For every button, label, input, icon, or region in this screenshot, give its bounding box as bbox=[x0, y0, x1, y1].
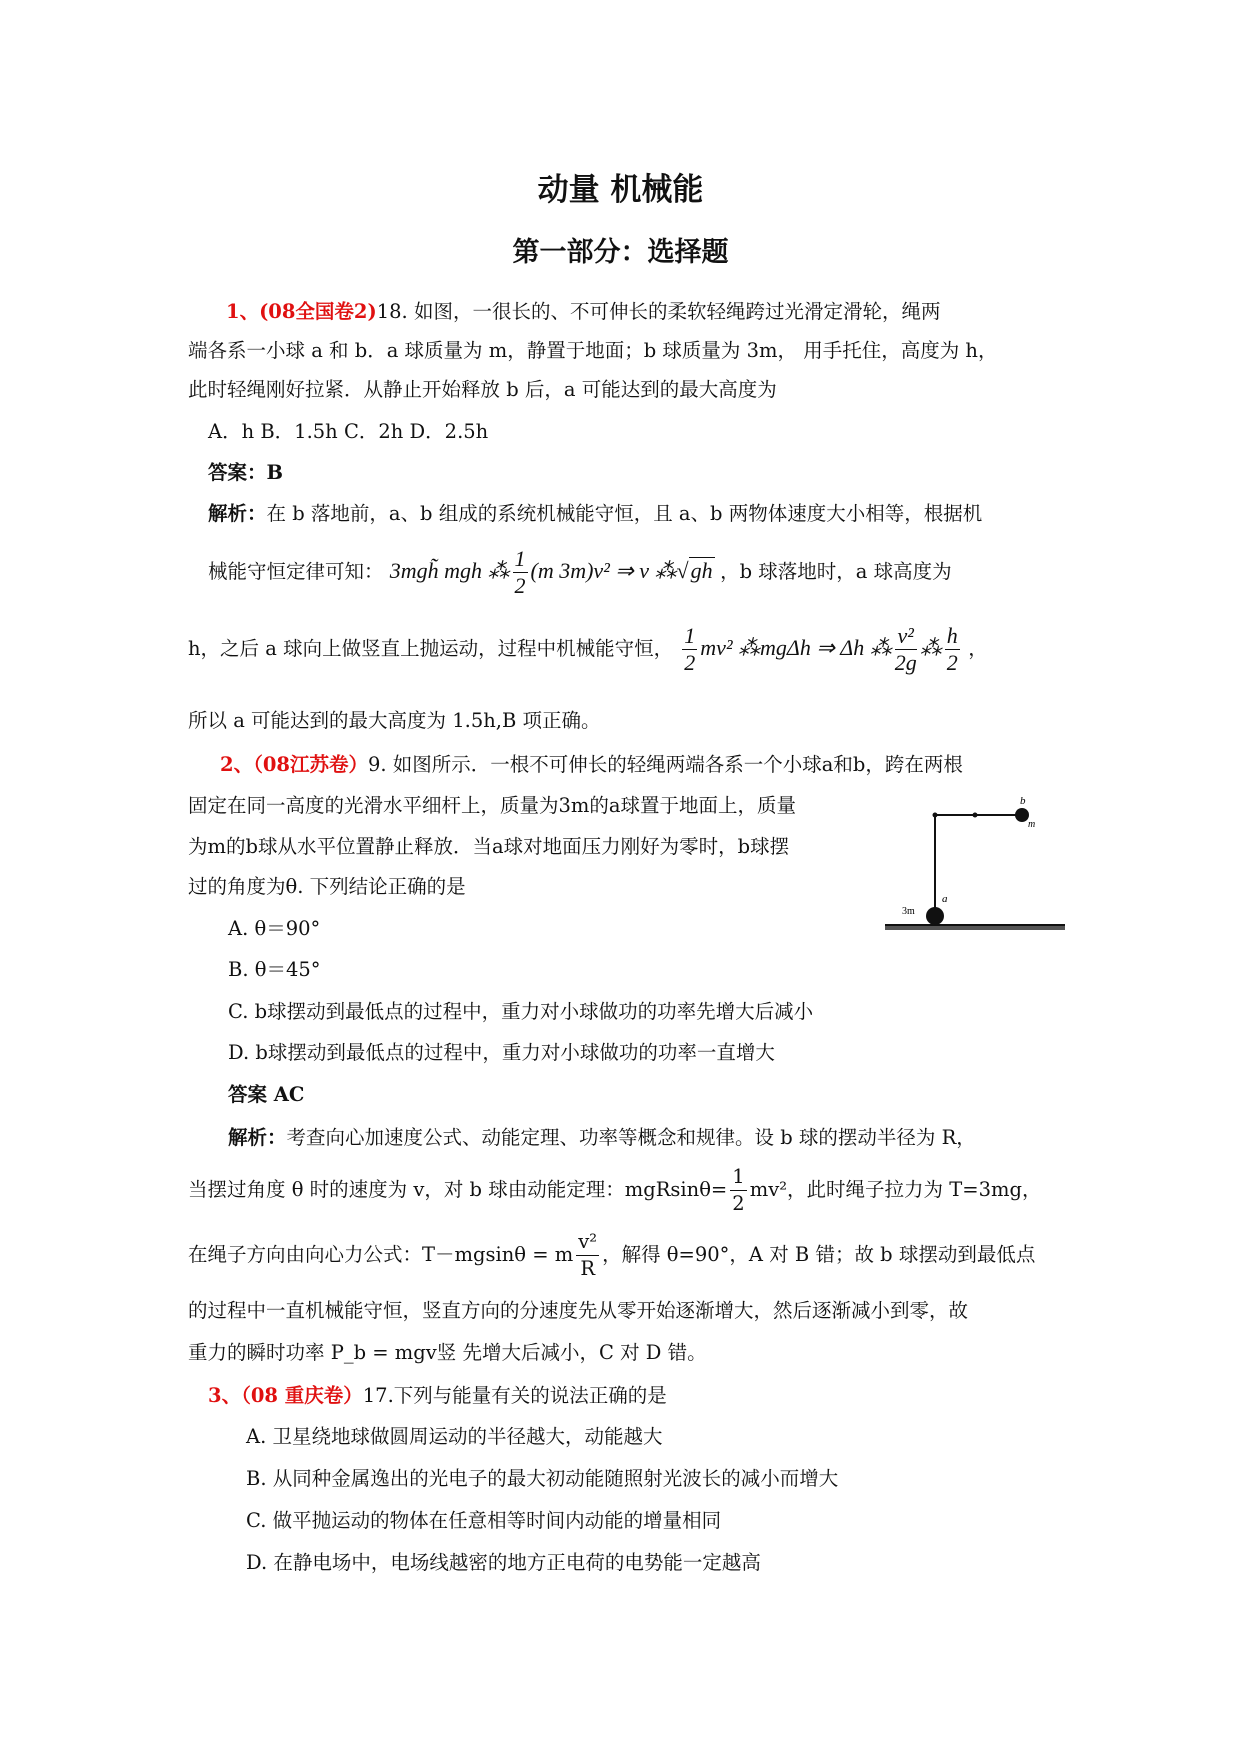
q2-line1 bbox=[220, 751, 963, 779]
eq1-left: 3mgh̃ mgh ⁂ bbox=[389, 558, 510, 583]
q1-analysis-line3 bbox=[188, 620, 988, 677]
q2-analysis-line4: 的过程中一直机械能守恒，竖直方向的分速度先从零开始逐渐增大，然后逐渐减小到零，故 bbox=[188, 1299, 969, 1322]
eq1-half: $\frac{1}{2}$ bbox=[514, 546, 526, 599]
label-a: a bbox=[942, 893, 948, 905]
eq1-sqrt: gh bbox=[690, 558, 713, 583]
q3-label: 3、（08 重庆卷） bbox=[208, 1384, 363, 1407]
q1-analysis-text1: 在 b 落地前，a、b 组成的系统机械能守恒，且 a、b 两物体速度大小相等，根据机 bbox=[266, 502, 983, 525]
q1-equation-2 bbox=[679, 623, 968, 676]
q2-analysis-text3a: 在绳子方向由向心力公式：T－mgsinθ = m bbox=[188, 1243, 574, 1266]
q3-option-a: A. 卫星绕地球做圆周运动的半径越大，动能越大 bbox=[246, 1425, 663, 1448]
q1-analysis-line1 bbox=[208, 500, 982, 528]
q3-text1: 17.下列与能量有关的说法正确的是 bbox=[362, 1384, 667, 1407]
q1-options: A．h B．1.5h C．2h D．2.5h bbox=[208, 420, 489, 443]
page-title: 动量 机械能 bbox=[537, 172, 704, 208]
eq2-vfrac: $\frac{\text{v²}}{2g}$ bbox=[894, 623, 917, 676]
q2-analysis-text2b: mv²，此时绳子拉力为 T=3mg， bbox=[749, 1178, 1042, 1201]
rod-right bbox=[973, 813, 978, 818]
ball-a bbox=[926, 907, 944, 925]
q2-analysis-line5: 重力的瞬时功率 P_b = mgv竖 先增大后减小，C 对 D 错。 bbox=[188, 1341, 707, 1364]
q2-answer: 答案 AC bbox=[228, 1083, 305, 1106]
pendulum-figure bbox=[880, 795, 1070, 935]
q3-option-b: B. 从同种金属逸出的光电子的最大初动能随照射光波长的减小而增大 bbox=[246, 1467, 839, 1490]
section-title: 第一部分：选择题 bbox=[512, 237, 729, 268]
q2-label: 2、（08江苏卷） bbox=[220, 753, 368, 776]
q3-line1 bbox=[208, 1382, 667, 1410]
q3-option-c: C. 做平抛运动的物体在任意相等时间内动能的增量相同 bbox=[246, 1509, 722, 1532]
q2-analysis-text1: 考查向心加速度公式、动能定理、功率等概念和规律。设 b 球的摆动半径为 R， bbox=[286, 1126, 976, 1149]
eq2-hfrac: $\frac{h}{2}$ bbox=[946, 623, 958, 676]
q1-line1 bbox=[226, 298, 940, 326]
eq2-left: mv² ⁂mgΔh ⇒ Δh ⁂ bbox=[700, 635, 892, 660]
label-b: b bbox=[1020, 795, 1026, 807]
label-3m: 3m bbox=[902, 906, 915, 917]
q3-option-d: D. 在静电场中，电场线越密的地方正电荷的电势能一定越高 bbox=[246, 1551, 761, 1574]
q2-analysis-line3 bbox=[188, 1227, 1035, 1283]
q1-analysis-text2: 械能守恒定律可知： bbox=[208, 560, 384, 583]
q2-frac-v2r: $\frac{\text{v²}}{R}$ bbox=[578, 1230, 598, 1280]
q2-analysis-label: 解析： bbox=[228, 1126, 287, 1149]
q2-option-a: A. θ＝90° bbox=[228, 917, 321, 940]
ball-b bbox=[1015, 808, 1029, 822]
q2-analysis-text2a: 当摆过角度 θ 时的速度为 v，对 b 球由动能定理：mgRsinθ= bbox=[188, 1178, 728, 1201]
q2-analysis-line2 bbox=[188, 1162, 1041, 1218]
eq2-sep: ⁂ bbox=[919, 635, 942, 660]
q2-option-c: C. b球摆动到最低点的过程中，重力对小球做功的功率先增大后减小 bbox=[228, 1000, 814, 1023]
q1-analysis-tail3: ， bbox=[968, 637, 988, 660]
q1-line3: 此时轻绳刚好拉紧．从静止开始释放 b 后，a 可能达到的最大高度为 bbox=[188, 378, 777, 401]
q2-line2: 固定在同一高度的光滑水平细杆上，质量为3m的a球置于地面上，质量 bbox=[188, 794, 797, 817]
q1-equation-1: 3mgh̃ mgh ⁂ $\frac{1}{2}$ (m 3m)v² ⇒ v ⁂√gh bbox=[389, 546, 713, 599]
q2-text1: 9. 如图所示．一根不可伸长的轻绳两端各系一个小球a和b，跨在两根 bbox=[367, 753, 963, 776]
label-m: m bbox=[1028, 819, 1036, 830]
q2-frac-half: $\frac{1}{2}$ bbox=[732, 1165, 745, 1215]
q1-text1: 18. 如图，一很长的、不可伸长的柔软轻绳跨过光滑定滑轮，绳两 bbox=[376, 300, 941, 323]
q2-analysis-line1 bbox=[228, 1124, 976, 1152]
q2-option-b: B. θ＝45° bbox=[228, 958, 321, 981]
q2-analysis-text3b: ，解得 θ=90°，A 对 B 错；故 b 球摆动到最低点 bbox=[602, 1243, 1036, 1266]
q1-line2: 端各系一小球 a 和 b．a 球质量为 m，静置于地面；b 球质量为 3m， 用手托住，高度为 h， bbox=[188, 339, 998, 362]
q1-analysis-text3: h，之后 a 球向上做竖直上抛运动，过程中机械能守恒， bbox=[188, 637, 674, 660]
q1-answer: 答案：B bbox=[208, 461, 283, 484]
q2-line3: 为m的b球从水平位置静止释放．当a球对地面压力刚好为零时，b球摆 bbox=[188, 835, 790, 858]
eq1-mid: (m 3m)v² ⇒ v ⁂ bbox=[530, 558, 677, 583]
q1-label: 1、(08全国卷2) bbox=[226, 300, 377, 323]
q2-option-d: D. b球摆动到最低点的过程中，重力对小球做功的功率一直增大 bbox=[228, 1041, 775, 1064]
eq2-half: $\frac{1}{2}$ bbox=[684, 623, 696, 676]
q1-analysis-label: 解析： bbox=[208, 502, 267, 525]
rod-left bbox=[933, 813, 938, 818]
q1-analysis-line4: 所以 a 可能达到的最大高度为 1.5h,B 项正确。 bbox=[188, 709, 601, 732]
q1-analysis-tail2: ，b 球落地时，a 球高度为 bbox=[720, 560, 952, 583]
q2-line4: 过的角度为θ. 下列结论正确的是 bbox=[188, 875, 466, 898]
q1-analysis-line2 bbox=[208, 546, 952, 599]
